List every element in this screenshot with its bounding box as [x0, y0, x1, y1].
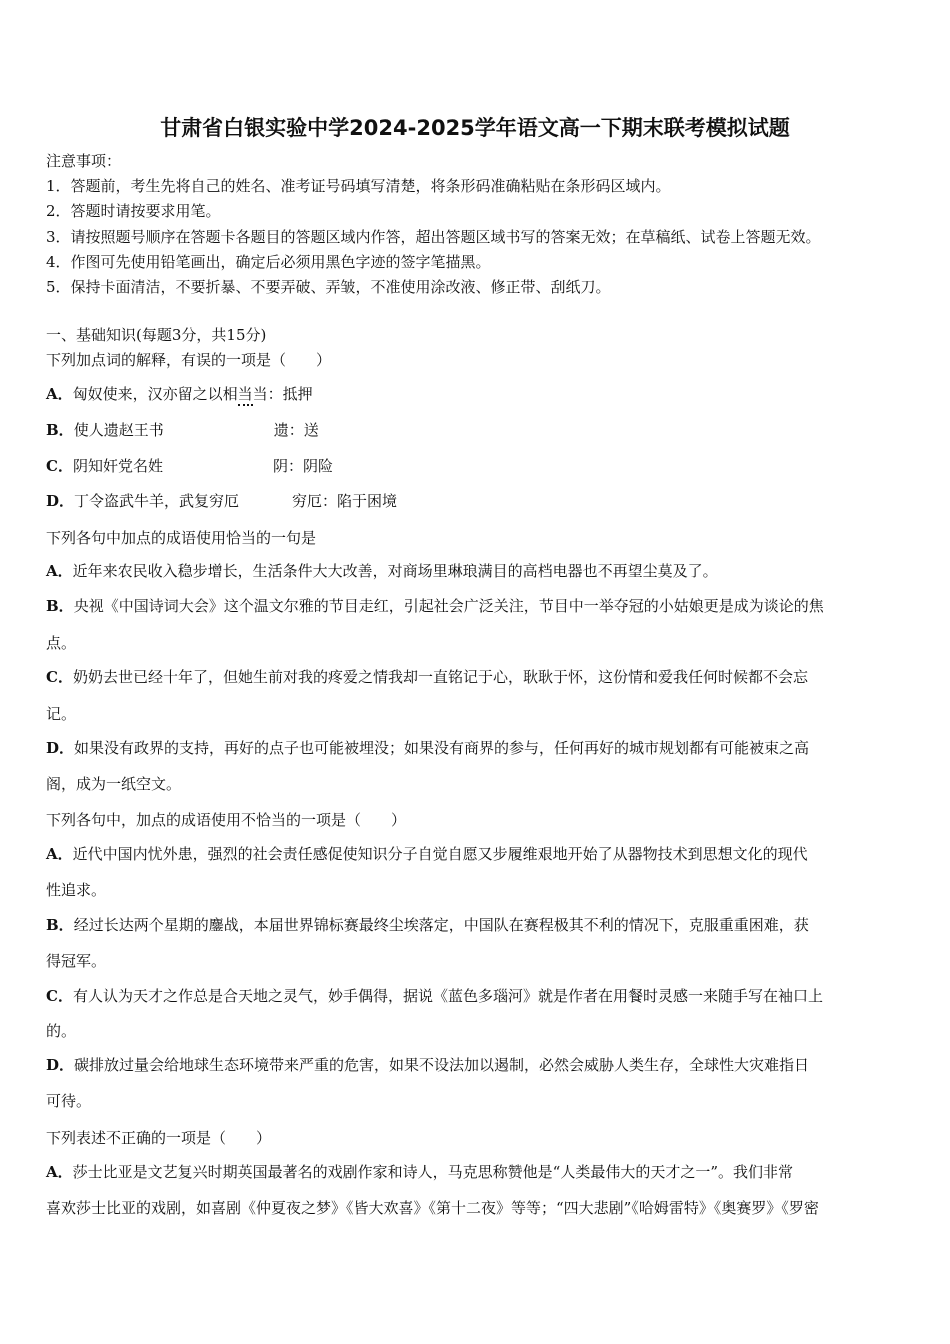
option-text: 碳排放过量会给地球生态环境带来严重的危害，如果不设法加以遏制，必然会威胁人类生存，全球性大灾难指日	[74, 1056, 810, 1074]
option-text: 近代中国内忧外患，强烈的社会责任感促使知识分子自觉自愿又步履维艰地开始了从器物技术到思想文化的现代	[72, 845, 808, 863]
question-3-stem: 下列各句中，加点的成语使用不恰当的一项是（ ）	[46, 811, 407, 829]
question-2-option-b-cont: 点。	[46, 634, 77, 652]
notice-item-3: 3．请按照题号顺序在答题卡各题目的答题区域内作答，超出答题区域书写的答案无效；在草稿纸、试卷上答题无效。	[46, 228, 821, 246]
option-explanation: 遗：送	[273, 421, 319, 439]
question-3-option-b-cont: 得冠军。	[46, 952, 107, 970]
option-label: C．	[46, 987, 73, 1005]
question-1-option-c	[46, 456, 333, 476]
option-text: 近年来农民收入稳步增长，生活条件大大改善，对商场里琳琅满目的高档电器也不再望尘莫及了。	[72, 562, 718, 580]
option-label: A．	[46, 385, 73, 403]
question-4-stem: 下列表述不正确的一项是（ ）	[46, 1129, 272, 1147]
option-text: 央视《中国诗词大会》这个温文尔雅的节目走红，引起社会广泛关注，节目中一举夺冠的小姑娘更是成为谈论的焦	[73, 597, 824, 615]
option-text: 如果没有政界的支持，再好的点子也可能被埋没；如果没有商界的参与，任何再好的城市规划都有可能被束之高	[74, 739, 810, 757]
question-2-option-d-cont: 阁，成为一纸空文。	[46, 775, 182, 793]
option-text: 奶奶去世已经十年了，但她生前对我的疼爱之情我却一直铭记于心，耿耿于怀，这份情和爱我任何时候都不会忘	[72, 668, 808, 686]
dotted-word: 当	[238, 385, 253, 406]
notice-item-5: 5．保持卡面清洁，不要折暴、不要弄破、弄皱，不准使用涂改液、修正带、刮纸刀。	[46, 278, 611, 296]
option-label: D．	[46, 1056, 75, 1074]
option-text: 经过长达两个星期的鏖战，本届世界锦标赛最终尘埃落定，中国队在赛程极其不利的情况下，克服重重困难，获	[73, 916, 809, 934]
option-label: C．	[46, 668, 73, 686]
option-explanation: 阴：阴险	[272, 457, 333, 475]
question-2-stem: 下列各句中加点的成语使用恰当的一句是	[46, 529, 317, 547]
page-title: 甘肃省白银实验中学2024-2025学年语文高一下期末联考模拟试题	[160, 116, 790, 140]
question-4-option-a-cont: 喜欢莎士比亚的戏剧，如喜剧《仲夏夜之梦》《皆大欢喜》《第十二夜》等等；“四大悲剧”《哈姆雷特》《奥赛罗》《罗密	[46, 1199, 819, 1217]
option-label: B．	[46, 421, 74, 439]
question-2-option-b	[46, 596, 824, 616]
option-explanation: 当：抵押	[252, 385, 313, 403]
option-label: A．	[46, 562, 73, 580]
question-2-option-a	[46, 561, 718, 581]
option-label: A．	[46, 845, 73, 863]
question-1-stem: 下列加点词的解释，有误的一项是（ ）	[46, 351, 332, 369]
option-text: 阴知奸党名姓	[72, 457, 163, 475]
question-3-option-c-cont: 的。	[46, 1022, 77, 1040]
option-label: B．	[46, 597, 74, 615]
question-3-option-c	[46, 986, 823, 1006]
question-1-option-b	[46, 420, 319, 440]
option-text: 使人遗赵王书	[73, 421, 164, 439]
question-1-option-d	[46, 491, 397, 511]
option-text: 匈奴使来，汉亦留之以相	[72, 385, 238, 403]
notice-item-1: 1．答题前，考生先将自己的姓名、准考证号码填写清楚，将条形码准确粘贴在条形码区域内。	[46, 177, 671, 195]
notice-heading: 注意事项：	[46, 152, 122, 170]
option-text: 有人认为天才之作总是合天地之灵气，妙手偶得，据说《蓝色多瑙河》就是作者在用餐时灵感一来随手写在袖口上	[72, 987, 823, 1005]
option-label: C．	[46, 457, 73, 475]
section-heading: 一、基础知识(每题3分，共15分)	[46, 326, 267, 344]
question-2-option-d	[46, 738, 809, 758]
option-text: 丁令盗武牛羊，武复穷厄	[74, 492, 240, 510]
question-4-option-a	[46, 1162, 793, 1182]
question-1-option-a	[46, 384, 313, 404]
question-3-option-a	[46, 844, 808, 864]
option-text: 莎士比亚是文艺复兴时期英国最著名的戏剧作家和诗人，马克思称赞他是“人类最伟大的天才之一”。我们非常	[72, 1163, 793, 1181]
question-3-option-d-cont: 可待。	[46, 1092, 92, 1110]
question-3-option-a-cont: 性追求。	[46, 881, 107, 899]
question-2-option-c	[46, 667, 808, 687]
option-explanation: 穷厄：陷于困境	[292, 492, 398, 510]
option-label: B．	[46, 916, 74, 934]
question-3-option-d	[46, 1055, 809, 1075]
option-label: D．	[46, 492, 75, 510]
notice-item-4: 4．作图可先使用铅笔画出，确定后必须用黑色字迹的签字笔描黑。	[46, 253, 491, 271]
question-3-option-b	[46, 915, 809, 935]
notice-item-2: 2．答题时请按要求用笔。	[46, 202, 221, 220]
option-label: D．	[46, 739, 75, 757]
question-2-option-c-cont: 记。	[46, 705, 77, 723]
option-label: A．	[46, 1163, 73, 1181]
